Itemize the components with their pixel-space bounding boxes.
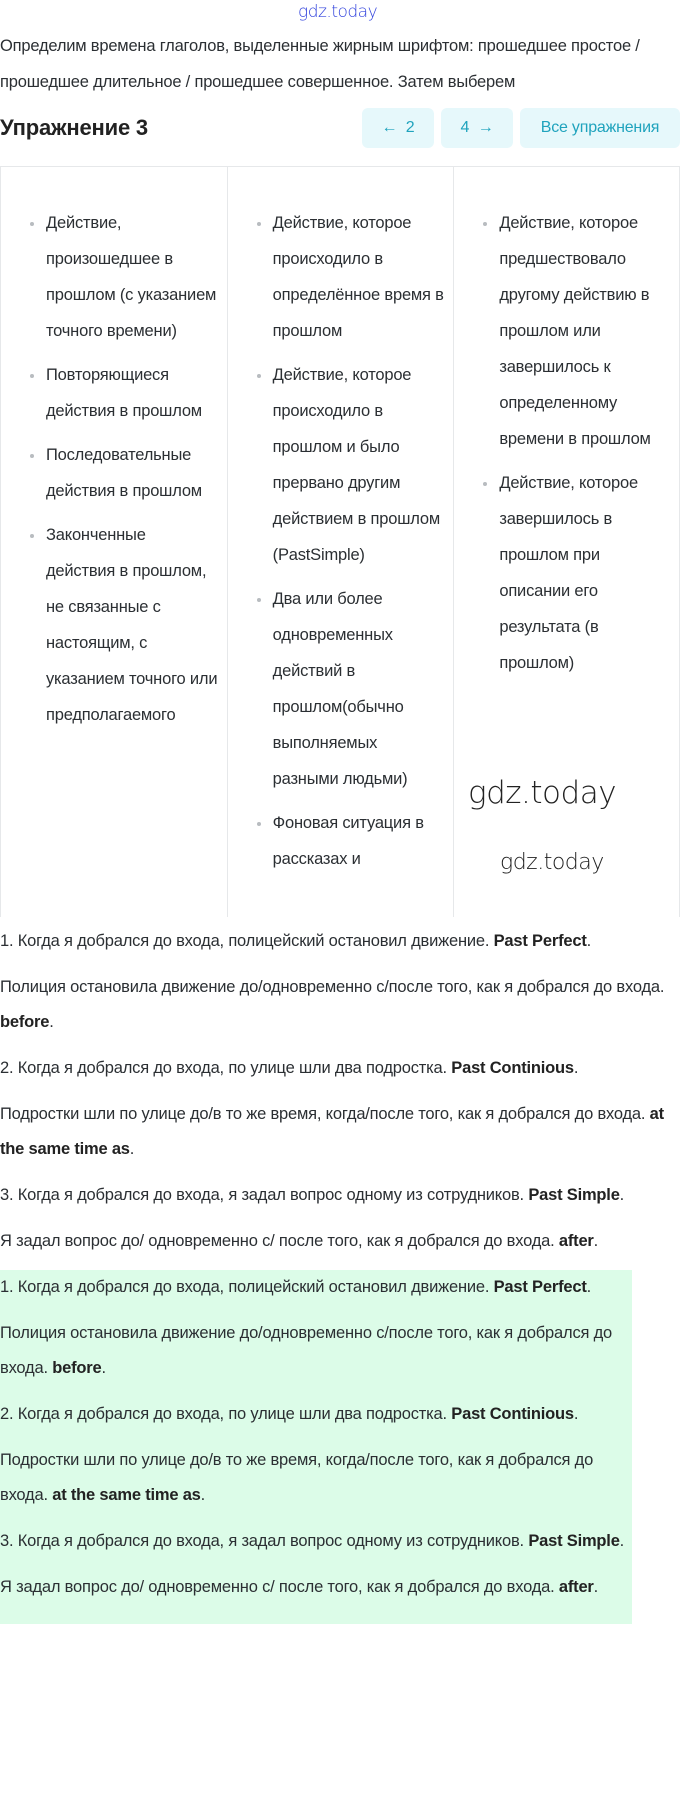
list-item: Два или более одновременных действий в прошлом(обычно выполняемых разными людьми) — [273, 581, 446, 797]
answer-text: Я задал вопрос до/ одновременно с/ после того, как я добрался до входа. — [0, 1578, 559, 1596]
answer-paragraph — [0, 1316, 632, 1386]
answers-section — [0, 924, 680, 1259]
next-exercise-label: 4 — [460, 119, 470, 136]
answer-highlight: Past Continious — [451, 1405, 574, 1423]
answer-punctuation: . — [586, 1278, 591, 1296]
table-column-past-simple — [0, 167, 227, 917]
answer-text: 3. Когда я добрался до входа, я задал вопрос одному из сотрудников. — [0, 1532, 529, 1550]
answer-punctuation: . — [573, 1059, 579, 1077]
answer-punctuation: . — [200, 1486, 206, 1504]
list-item: Действие, которое происходило в прошлом и было прервано другим действием в прошлом (PastSimple) — [273, 357, 446, 573]
list-item: Действие, которое завершилось в прошлом при описании его результата (в прошлом) — [499, 465, 671, 681]
answer-text: Полиция остановила движение до/одновременно с/после того, как я добрался до входа. — [0, 1324, 613, 1377]
all-exercises-button[interactable]: Все упражнения — [520, 108, 680, 148]
answer-text: 2. Когда я добрался до входа, по улице шли два подростка. — [0, 1059, 452, 1077]
answer-highlight: before — [52, 1359, 102, 1377]
answer-highlight: Past Simple — [528, 1186, 620, 1204]
answer-paragraph — [0, 1270, 632, 1305]
tenses-table — [0, 166, 680, 917]
prev-exercise-button[interactable] — [362, 108, 434, 148]
list-item: Законченные действия в прошлом, не связанные с настоящим, с указанием точного или предполагаемого — [46, 517, 219, 733]
answer-paragraph — [0, 1051, 680, 1086]
watermark-logo: gdz.today — [298, 2, 378, 22]
page-title: Упражнение 3 — [0, 115, 148, 140]
answer-text: 2. Когда я добрался до входа, по улице шли два подростка. — [0, 1405, 452, 1423]
answer-highlight: Past Perfect — [493, 1278, 587, 1296]
answer-text: 1. Когда я добрался до входа, полицейский остановил движение. — [0, 932, 494, 950]
arrow-right-icon: → — [477, 119, 494, 136]
table-column-past-perfect — [453, 167, 680, 917]
prev-exercise-label: 2 — [405, 119, 415, 136]
answer-punctuation: . — [593, 1232, 599, 1250]
answer-punctuation: . — [619, 1186, 625, 1204]
answer-highlight: Past Simple — [528, 1532, 620, 1550]
list-item: Повторяющиеся действия в прошлом — [46, 357, 219, 429]
list-item: Фоновая ситуация в рассказах и — [273, 805, 446, 877]
answer-paragraph — [0, 924, 680, 959]
answer-text: 1. Когда я добрался до входа, полицейский остановил движение. — [0, 1278, 494, 1296]
answer-paragraph — [0, 1224, 680, 1259]
arrow-left-icon: ← — [381, 119, 398, 136]
answer-highlight: before — [0, 1013, 50, 1031]
highlighted-answer-box — [0, 1270, 632, 1624]
answer-text: Я задал вопрос до/ одновременно с/ после того, как я добрался до входа. — [0, 1232, 559, 1250]
answer-text: Подростки шли по улице до/в то же время, когда/после того, как я добрался до входа. — [0, 1105, 650, 1123]
answer-highlight: Past Perfect — [493, 932, 587, 950]
answer-text: 3. Когда я добрался до входа, я задал вопрос одному из сотрудников. — [0, 1186, 529, 1204]
exercise-header — [0, 108, 680, 148]
answer-punctuation: . — [586, 932, 591, 950]
answer-punctuation: . — [619, 1532, 625, 1550]
answer-highlight: Past Continious — [451, 1059, 574, 1077]
list-item: Действие, которое происходило в определённое время в прошлом — [273, 205, 446, 349]
answer-punctuation: . — [593, 1578, 599, 1596]
answer-paragraph — [0, 1524, 632, 1559]
answer-text: Подростки шли по улице до/в то же время, когда/после того, как я добрался до входа. — [0, 1451, 594, 1504]
list-item: Действие, произошедшее в прошлом (с указанием точного времени) — [46, 205, 219, 349]
list-item: Последовательные действия в прошлом — [46, 437, 219, 509]
answer-paragraph — [0, 970, 680, 1040]
answer-highlight: after — [558, 1232, 594, 1250]
answer-paragraph — [0, 1097, 680, 1167]
answer-punctuation: . — [129, 1140, 135, 1158]
list-item: Действие, которое предшествовало другому действию в прошлом или завершилось к определенному времени в прошлом — [499, 205, 671, 457]
answer-punctuation: . — [49, 1013, 54, 1031]
answer-paragraph — [0, 1178, 680, 1213]
watermark: gdz.today — [500, 850, 604, 875]
answer-punctuation: . — [101, 1359, 106, 1377]
next-exercise-button[interactable] — [441, 108, 513, 148]
answer-punctuation: . — [573, 1405, 579, 1423]
watermark: gdz.today — [468, 775, 617, 811]
answer-highlight: at the same time as — [52, 1486, 201, 1504]
answer-highlight: after — [558, 1578, 594, 1596]
answers-flow — [0, 924, 680, 1624]
table-column-past-continuous — [227, 167, 454, 917]
answer-text: Полиция остановила движение до/одновременно с/после того, как я добрался до входа. — [0, 978, 665, 996]
answer-paragraph — [0, 1397, 632, 1432]
answer-paragraph — [0, 1570, 632, 1605]
answer-highlight: at the same time as — [0, 1105, 664, 1158]
answer-paragraph — [0, 1443, 632, 1513]
intro-text: Определим времена глаголов, выделенные жирным шрифтом: прошедшее простое / прошедшее длительное / прошедшее совершенное. Затем выберем — [0, 37, 640, 91]
